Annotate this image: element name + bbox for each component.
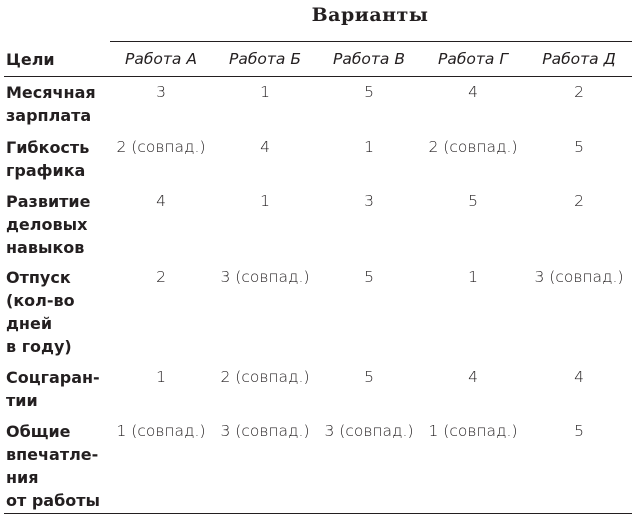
table-cell: 4	[574, 368, 584, 386]
table-cell: 1	[156, 368, 166, 386]
table-cell: 1	[260, 83, 270, 101]
table-cell: 3 (совпад.)	[534, 268, 624, 286]
bottom-rule	[4, 513, 632, 514]
row-goal-benefits: Соцгаран- тии	[6, 368, 100, 410]
table-cell: 3	[156, 83, 166, 101]
table-cell: 1	[468, 268, 478, 286]
table-cell: 3 (совпад.)	[220, 268, 310, 286]
goals-column-header: Цели	[6, 50, 55, 69]
table-cell: 1 (совпад.)	[116, 422, 206, 440]
table-cell: 4	[468, 368, 478, 386]
row-goal-salary: Месячная зарплата	[6, 83, 96, 125]
option-header-b: Работа Б	[229, 50, 301, 68]
option-header-c: Работа В	[333, 50, 405, 68]
table-cell: 5	[468, 192, 478, 210]
table-cell: 5	[574, 138, 584, 156]
table-cell: 2	[574, 192, 584, 210]
table-cell: 1	[364, 138, 374, 156]
table-cell: 4	[260, 138, 270, 156]
table-cell: 2 (совпад.)	[220, 368, 310, 386]
header-rule	[4, 76, 632, 77]
table-cell: 2	[574, 83, 584, 101]
table-cell: 5	[574, 422, 584, 440]
table-cell: 4	[156, 192, 166, 210]
option-header-e: Работа Д	[542, 50, 616, 68]
row-goal-skills: Развитие деловых навыков	[6, 192, 91, 257]
option-header-a: Работа А	[125, 50, 197, 68]
table-cell: 4	[468, 83, 478, 101]
top-rule	[110, 41, 632, 42]
table-cell: 1	[260, 192, 270, 210]
table-cell: 2 (совпад.)	[116, 138, 206, 156]
table-cell: 5	[364, 83, 374, 101]
table-cell: 5	[364, 368, 374, 386]
table-cell: 3 (совпад.)	[324, 422, 414, 440]
table-cell: 3	[364, 192, 374, 210]
table-cell: 3 (совпад.)	[220, 422, 310, 440]
row-goal-flexibility: Гибкость графика	[6, 138, 90, 180]
option-header-d: Работа Г	[438, 50, 508, 68]
row-goal-impression: Общие впечатле- ния от работы	[6, 422, 100, 510]
table-cell: 2 (совпад.)	[428, 138, 518, 156]
options-caption: Варианты	[311, 4, 429, 26]
row-goal-vacation: Отпуск (кол-во дней в году)	[6, 268, 75, 356]
table-cell: 2	[156, 268, 166, 286]
table-cell: 5	[364, 268, 374, 286]
table-cell: 1 (совпад.)	[428, 422, 518, 440]
